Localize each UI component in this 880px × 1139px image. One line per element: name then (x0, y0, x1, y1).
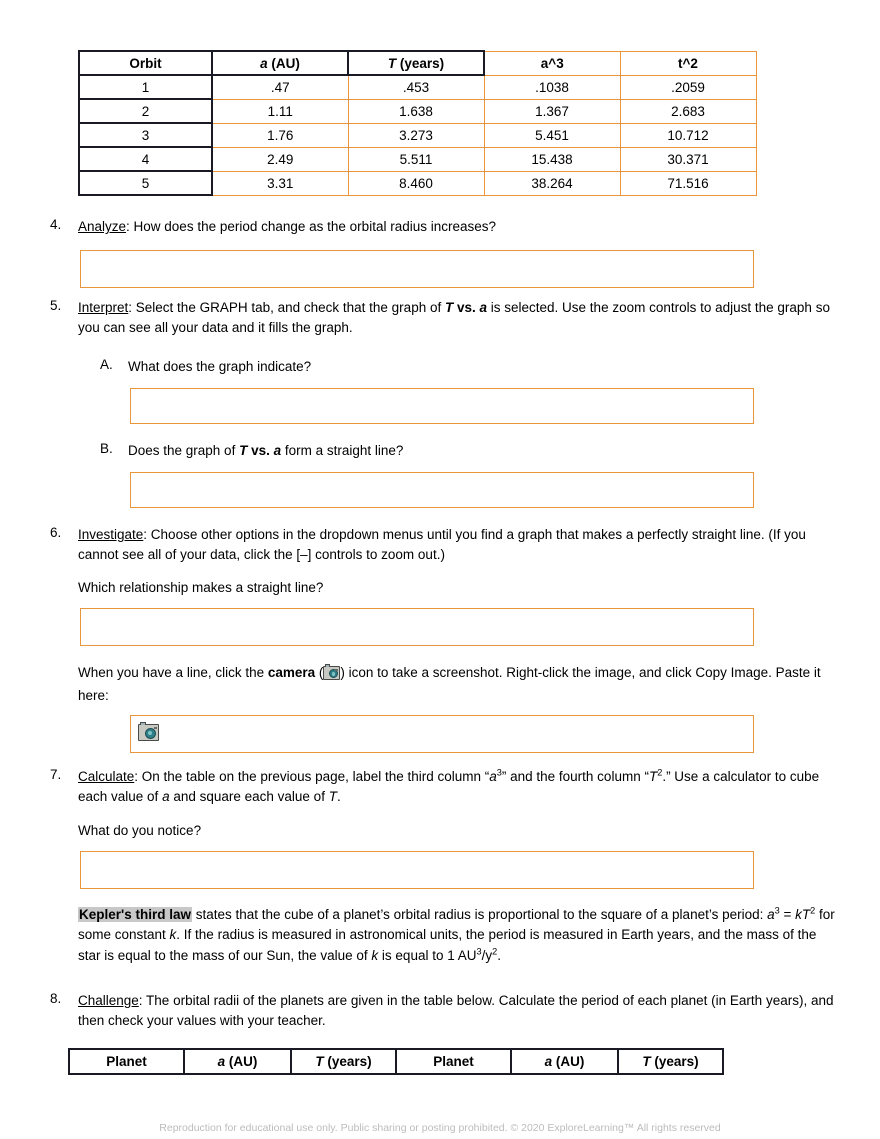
item-6-text: : Choose other options in the dropdown menus until you find a graph that makes a perfectly straight line. (If you cannot see all of your data, click the [–] controls to zoom out.) (78, 527, 806, 562)
item-5b-emph-a: a (273, 443, 282, 458)
item-6-keyword: Investigate (78, 527, 144, 542)
question-item-8 (50, 991, 840, 1030)
camera-icon-placeholder (138, 724, 159, 744)
item-8-keyword: Challenge (78, 993, 139, 1008)
planet-table (68, 1048, 724, 1075)
item-7-question: What do you notice? (78, 823, 202, 838)
item-8-number: 8. (50, 991, 62, 1006)
camera-bold-word: camera (267, 665, 316, 680)
cell-t2: 30.371 (620, 147, 756, 171)
kepler-period: . (497, 947, 501, 963)
item-4-body (78, 217, 840, 237)
cell-t2: 71.516 (620, 171, 756, 195)
cell-orbit: 3 (79, 123, 212, 147)
item-7-body (78, 767, 840, 806)
item-5a-label: A. (100, 357, 113, 372)
planet-header-a-2 (511, 1049, 618, 1074)
camera-icon (323, 666, 340, 686)
item-7-col4-sup: 2 (657, 767, 663, 778)
kepler-k2: k (371, 947, 379, 963)
table-row (79, 99, 756, 123)
item-5b-text (128, 441, 800, 461)
item-8-body (78, 991, 840, 1030)
kepler-k1: k (169, 927, 177, 943)
answer-box-5b[interactable] (130, 472, 754, 508)
header-t-years (348, 51, 484, 75)
header-t-rest: (years) (396, 55, 445, 71)
item-7-var-T: T (328, 788, 337, 804)
orbit-data-table (78, 50, 757, 196)
answer-box-6[interactable] (80, 608, 754, 646)
item-5-text-part2: is selected. Use the zoom controls to adjust the graph so you can see all your data and it fills the graph. (78, 300, 830, 335)
item-8-text: : The orbital radii of the planets are given in the table below. Calculate the period of each planet (in Earth years), and then check your values with your teacher. (78, 993, 834, 1028)
item-5b-label: B. (100, 441, 113, 456)
table-header-row (79, 51, 756, 75)
answer-box-7[interactable] (80, 851, 754, 889)
item-5-number: 5. (50, 298, 62, 313)
cell-a3: 38.264 (484, 171, 620, 195)
header-a-cubed: a^3 (484, 51, 620, 75)
item-5-body (78, 298, 840, 337)
item-5b-text-part2: form a straight line? (281, 443, 404, 458)
cell-t2: 2.683 (620, 99, 756, 123)
kepler-eq-mid: = (779, 907, 796, 922)
item-5-text-part1: : Select the GRAPH tab, and check that the graph of (128, 300, 445, 315)
cell-a3: 1.367 (484, 99, 620, 123)
kepler-part1: states that the cube of a planet’s orbital radius is proportional to the square of a planet’s period: (192, 907, 768, 922)
item-5b-emph-T: T (239, 443, 248, 458)
cell-t2: .2059 (620, 75, 756, 99)
kepler-eq-T-sup: 2 (810, 905, 816, 916)
table-row (79, 147, 756, 171)
cell-t: .453 (348, 75, 484, 99)
cell-a: 1.76 (212, 123, 348, 147)
item-4-text: : How does the period change as the orbital radius increases? (126, 219, 497, 234)
cell-a: 3.31 (212, 171, 348, 195)
planet-table-container (68, 1048, 724, 1075)
cell-a: .47 (212, 75, 348, 99)
header-t-squared: t^2 (620, 51, 756, 75)
item-5-emph-vs: vs. (453, 300, 480, 315)
planet-t-rest-1: (years) (323, 1054, 372, 1069)
planet-header-t-1 (291, 1049, 396, 1074)
header-orbit: Orbit (79, 51, 212, 75)
item-5b-emph-vs: vs. (247, 443, 274, 458)
cell-t: 8.460 (348, 171, 484, 195)
cell-orbit: 4 (79, 147, 212, 171)
planet-t-sym-1: T (315, 1054, 324, 1069)
question-item-5a (100, 357, 800, 377)
cell-t: 5.511 (348, 147, 484, 171)
cell-t: 1.638 (348, 99, 484, 123)
item-7-col3-sup: 3 (496, 767, 502, 778)
question-item-5 (50, 298, 840, 337)
kepler-highlight: Kepler's third law (79, 907, 191, 922)
answer-box-6-screenshot[interactable] (130, 715, 754, 753)
cell-a3: 5.451 (484, 123, 620, 147)
item-5b-text-part1: Does the graph of (128, 443, 240, 458)
item-7-var-a: a (162, 788, 170, 804)
cell-orbit: 5 (79, 171, 212, 195)
cell-orbit: 2 (79, 99, 212, 123)
planet-a-rest-1: (AU) (225, 1054, 258, 1069)
item-6-number: 6. (50, 525, 62, 540)
kepler-eq-a: a (767, 907, 775, 922)
planet-t-rest-2: (years) (650, 1054, 699, 1069)
camera-paren-close: ) (340, 665, 349, 680)
kepler-eq-T: T (801, 907, 811, 922)
footer-copyright: Reproduction for educational use only. Public sharing or posting prohibited. © 2020 ExploreLearning™ All rights reserved (159, 1122, 721, 1134)
planet-a-sym-1: a (217, 1054, 226, 1069)
header-a-rest: (AU) (267, 55, 300, 71)
planet-a-sym-2: a (544, 1054, 553, 1069)
kepler-part2: for some constant (78, 907, 835, 943)
item-5a-text: What does the graph indicate? (128, 359, 312, 374)
item-4-keyword: Analyze (78, 219, 127, 234)
question-item-6 (50, 525, 840, 564)
kepler-part4: is equal to 1 AU (378, 947, 477, 963)
question-item-5b (100, 441, 800, 461)
item-7-text-part3: .” Use a calculator to cube each value of (78, 769, 820, 804)
planet-table-header-row (69, 1049, 723, 1074)
item-7-keyword: Calculate (78, 769, 135, 784)
header-a-symbol: a (260, 55, 268, 71)
cell-t: 3.273 (348, 123, 484, 147)
cell-a: 2.49 (212, 147, 348, 171)
planet-header-2: Planet (396, 1049, 511, 1074)
kepler-y-sup: 2 (492, 946, 498, 956)
item-7-text-part1: : On the table on the previous page, label the third column “ (134, 769, 490, 784)
planet-a-rest-2: (AU) (552, 1054, 585, 1069)
kepler-slash: /y (481, 947, 493, 963)
cell-t2: 10.712 (620, 123, 756, 147)
planet-header-t-2 (618, 1049, 723, 1074)
item-5-emph-a: a (479, 300, 488, 315)
header-a-au (212, 51, 348, 75)
item-5-keyword: Interpret (78, 300, 129, 315)
camera-text-part1: When you have a line, click the (78, 665, 268, 680)
camera-paren-open: ( (315, 665, 324, 680)
item-4-number: 4. (50, 217, 62, 232)
item-7-number: 7. (50, 767, 62, 782)
item-6-body (78, 525, 840, 564)
question-item-7 (50, 767, 840, 806)
kepler-eq-a-sup: 3 (774, 905, 780, 916)
cell-a3: .1038 (484, 75, 620, 99)
table-row (79, 123, 756, 147)
kepler-law-paragraph (78, 905, 840, 966)
answer-box-4[interactable] (80, 250, 754, 288)
item-7-text-part2: ” and the fourth column “ (501, 769, 649, 784)
item-6-camera-instruction (78, 663, 840, 707)
cell-a: 1.11 (212, 99, 348, 123)
kepler-au-sup: 3 (476, 946, 482, 956)
kepler-part3: . If the radius is measured in astronomical units, the period is measured in Earth years, and the mass of the star is equal to the mass of our Sun, the value of (78, 927, 817, 963)
item-7-text-part4: and square each value of (169, 788, 329, 804)
answer-box-5a[interactable] (130, 388, 754, 424)
camera-text-part2: icon to take a screenshot. Right-click the image, and click Copy Image. Paste it here: (78, 665, 821, 704)
question-item-4 (50, 217, 840, 237)
kepler-eq-k: k (795, 907, 802, 922)
item-7-col4-base: T (648, 769, 658, 784)
planet-header-1: Planet (69, 1049, 184, 1074)
table-row (79, 75, 756, 99)
cell-orbit: 1 (79, 75, 212, 99)
orbit-data-table-container (78, 50, 755, 196)
item-6-question: Which relationship makes a straight line? (78, 580, 324, 595)
item-7-col3-base: a (489, 769, 497, 784)
planet-header-a-1 (184, 1049, 291, 1074)
item-7-text-part5: . (336, 788, 341, 804)
cell-a3: 15.438 (484, 147, 620, 171)
header-t-symbol: T (387, 55, 397, 71)
item-5-emph-T: T (444, 300, 454, 315)
table-row (79, 171, 756, 195)
planet-t-sym-2: T (642, 1054, 651, 1069)
